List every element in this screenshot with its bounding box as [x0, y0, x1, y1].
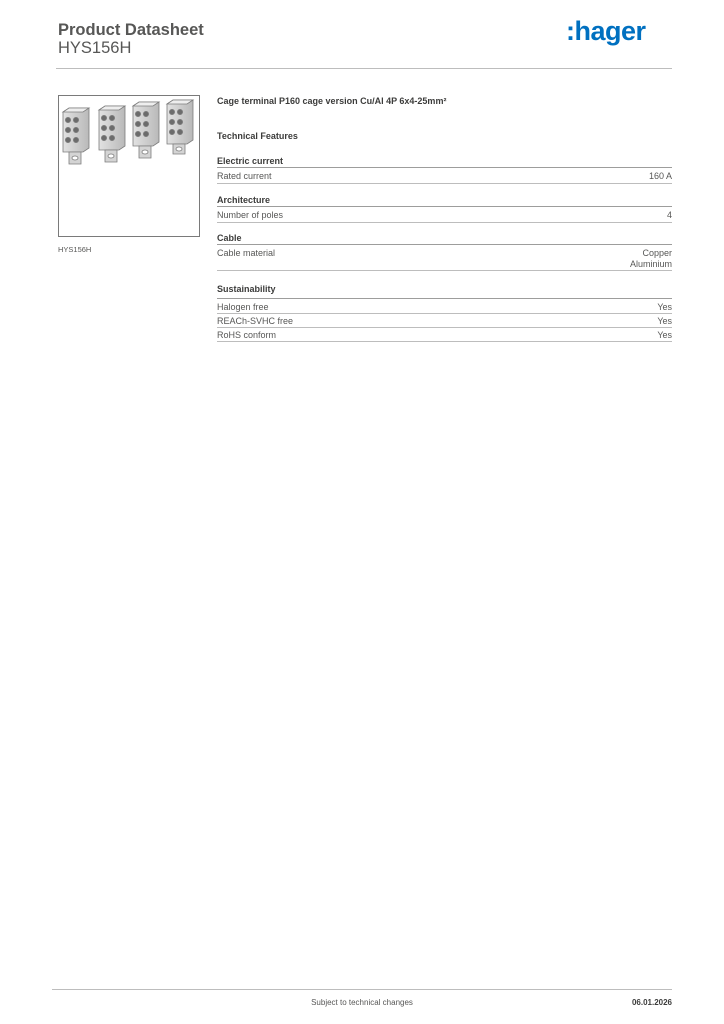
section-electric-current: Electric current: [217, 156, 284, 166]
spec-row: [217, 302, 672, 314]
footer-divider: [52, 989, 672, 990]
spec-values: [630, 248, 672, 270]
spec-row: [217, 330, 672, 342]
spec-value: Aluminium: [629, 259, 672, 269]
spec-label: RoHS conform: [217, 330, 277, 340]
spec-value: Yes: [657, 330, 672, 340]
image-caption: HYS156H: [58, 245, 92, 254]
section-cable: Cable: [217, 233, 242, 243]
spec-value: Copper: [642, 248, 672, 258]
spec-value: Yes: [657, 302, 672, 312]
spec-row: [217, 248, 672, 271]
product-image: [59, 96, 199, 236]
terminal-block-1: [63, 108, 89, 164]
section-sustainability: Sustainability: [217, 284, 276, 294]
technical-features-heading: Technical Features: [217, 131, 298, 141]
product-name: Cage terminal P160 cage version Cu/Al 4P 6x4-25mm²: [217, 96, 447, 106]
section-divider: [217, 244, 672, 245]
spec-row: [217, 171, 672, 184]
spec-label: Number of poles: [217, 210, 284, 220]
footer-date: 06.01.2026: [631, 998, 672, 1007]
spec-label: Cable material: [217, 248, 276, 258]
page-title: Product Datasheet: [58, 21, 204, 39]
product-image-frame: [58, 95, 200, 237]
header-divider: [56, 68, 672, 69]
spec-value: Yes: [657, 316, 672, 326]
section-architecture: Architecture: [217, 195, 271, 205]
section-divider: [217, 298, 672, 299]
terminal-block-2: [99, 106, 125, 162]
terminal-block-4: [167, 100, 193, 154]
spec-value: 4: [666, 210, 672, 220]
section-divider: [217, 206, 672, 207]
spec-value: 160 A: [648, 171, 672, 181]
section-divider: [217, 167, 672, 168]
terminal-block-3: [133, 102, 159, 158]
spec-row: [217, 210, 672, 223]
spec-label: Halogen free: [217, 302, 269, 312]
hager-logo: :hager: [566, 16, 646, 46]
spec-label: Rated current: [217, 171, 272, 181]
footer-note: Subject to technical changes: [311, 998, 413, 1007]
spec-label: REACh-SVHC free: [217, 316, 294, 326]
spec-row: [217, 316, 672, 328]
product-code: HYS156H: [58, 39, 132, 57]
